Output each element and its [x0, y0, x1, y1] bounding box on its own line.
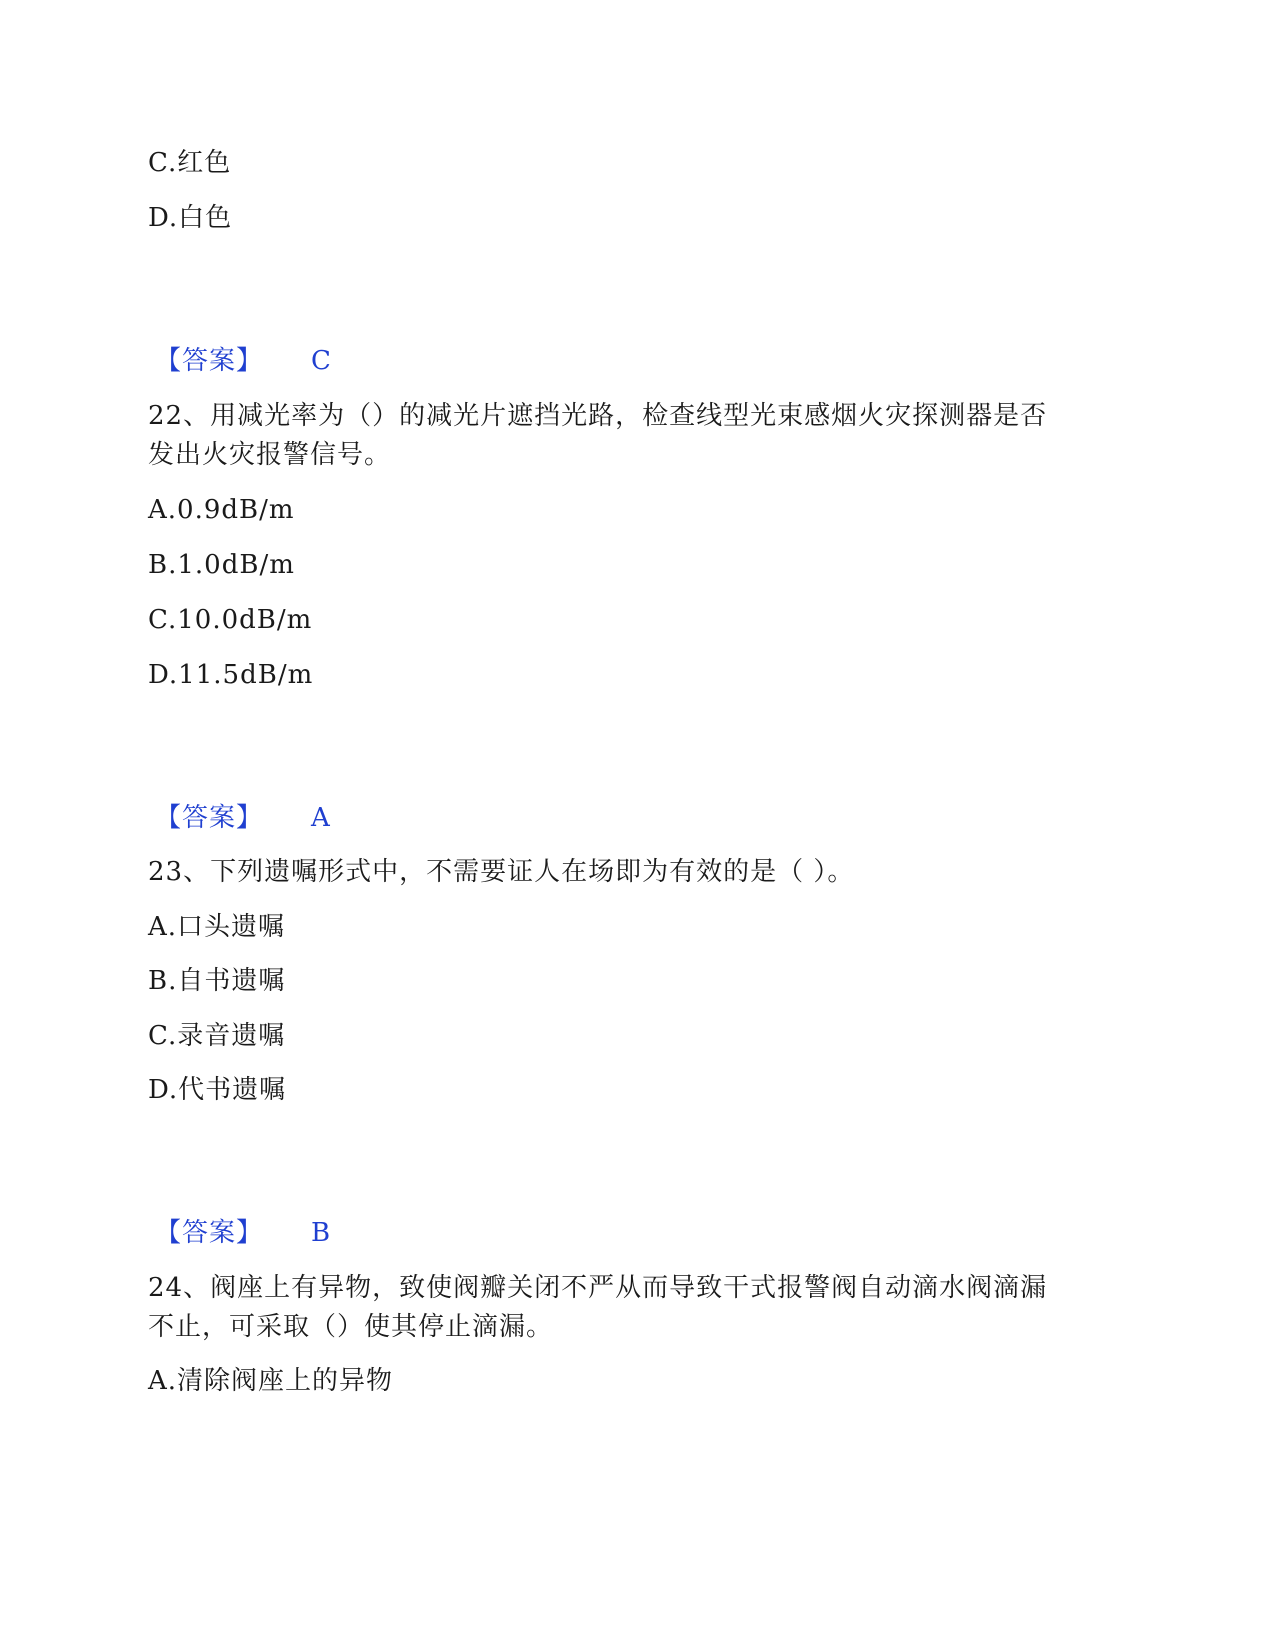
- q23-option-d: D.代书遗嘱: [148, 1075, 287, 1105]
- q22-question-line2: 发出火灾报警信号。: [148, 440, 392, 470]
- q22-option-d: D.11.5dB/m: [148, 660, 314, 690]
- answer-value: C: [311, 346, 331, 376]
- answer-label: 【答案】: [155, 1218, 264, 1248]
- answer-label: 【答案】: [155, 346, 264, 376]
- q22-option-a: A.0.9dB/m: [148, 495, 295, 525]
- q24-option-a: A.清除阀座上的异物: [148, 1366, 394, 1396]
- q24-question-line2: 不止，可采取（）使其停止滴漏。: [148, 1312, 554, 1342]
- q22-option-b: B.1.0dB/m: [148, 550, 295, 580]
- answer-value: B: [311, 1218, 331, 1248]
- q23-option-c: C.录音遗嘱: [148, 1021, 286, 1051]
- q22-question-line1: 22、用减光率为（）的减光片遮挡光路，检查线型光束感烟火灾探测器是否: [148, 401, 1048, 431]
- q21-option-d: D.白色: [148, 203, 233, 233]
- q22-answer: [155, 801, 330, 835]
- q23-question-line1: 23、下列遗嘱形式中，不需要证人在场即为有效的是（ ）。: [148, 857, 855, 887]
- q23-option-a: A.口头遗嘱: [148, 912, 286, 942]
- q23-option-b: B.自书遗嘱: [148, 966, 286, 996]
- q22-option-c: C.10.0dB/m: [148, 605, 313, 635]
- q21-answer: [155, 344, 331, 378]
- answer-value: A: [311, 803, 330, 833]
- answer-label: 【答案】: [155, 803, 264, 833]
- q21-option-c: C.红色: [148, 148, 232, 178]
- q23-answer: [155, 1216, 330, 1250]
- q24-question-line1: 24、阀座上有异物，致使阀瓣关闭不严从而导致干式报警阀自动滴水阀滴漏: [148, 1273, 1048, 1303]
